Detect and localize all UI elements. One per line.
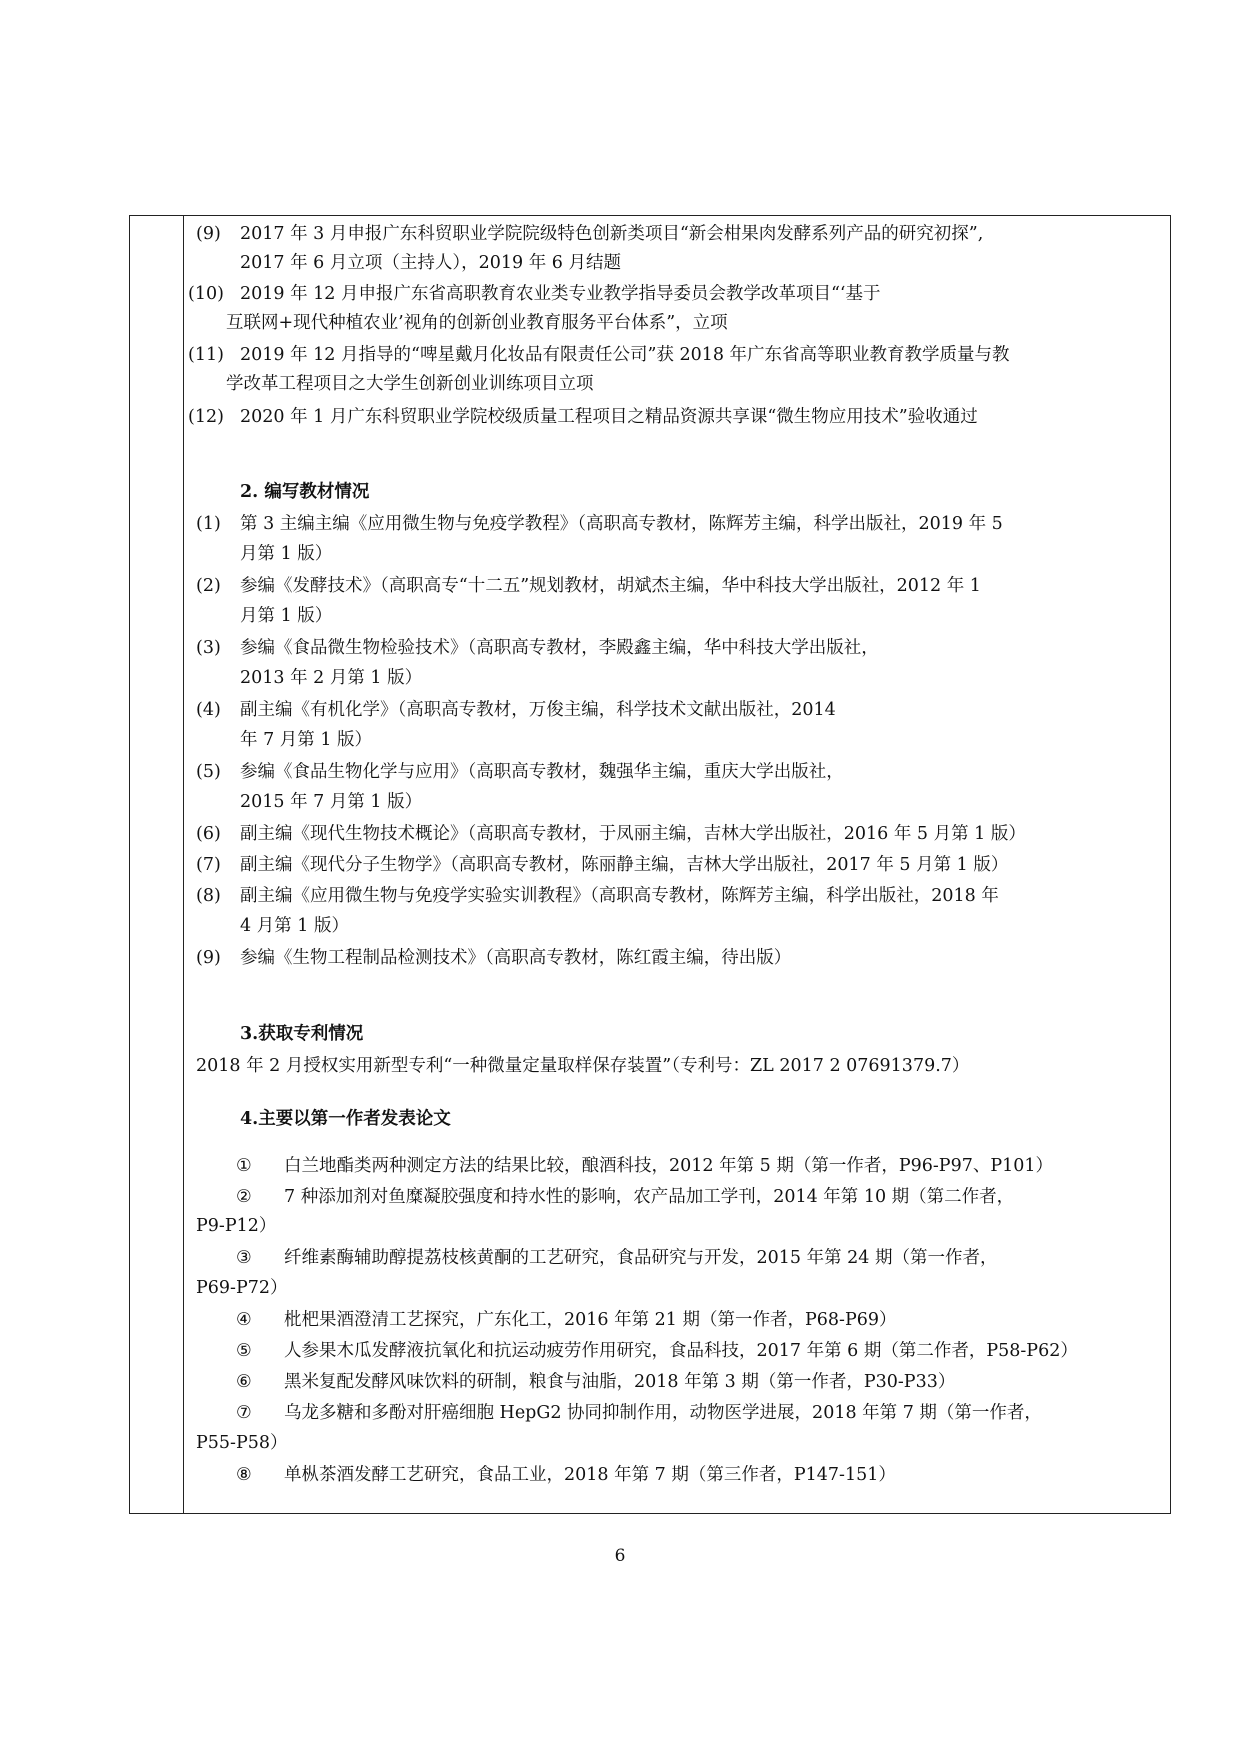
item-number: ② [236,1187,252,1207]
list-text: 2019 年 12 月指导的“啤星戴月化妆品有限责任公司”获 2018 年广东省高等职业教育教学质量与教 [240,345,1010,365]
list-text: 枇杷果酒澄清工艺探究，广东化工，2016 年第 21 期（第一作者，P68-P69） [284,1310,897,1330]
item-number: ⑥ [236,1372,252,1392]
list-text: 副主编《现代分子生物学》（高职高专教材，陈丽静主编，吉林大学出版社，2017 年 5 月第 1 版） [240,855,1009,875]
section-heading: 4.主要以第一作者发表论文 [240,1109,451,1129]
list-text: 副主编《应用微生物与免疫学实验实训教程》（高职高专教材，陈辉芳主编，科学出版社，2018 年 [240,886,999,906]
list-text: 参编《食品生物化学与应用》（高职高专教材，魏强华主编，重庆大学出版社， [240,762,844,782]
item-number: (11) [188,345,224,365]
list-text: 参编《生物工程制品检测技术》（高职高专教材，陈红霞主编，待出版） [240,948,792,968]
list-text: 学改革工程项目之大学生创新创业训练项目立项 [226,374,594,394]
list-text: 副主编《有机化学》（高职高专教材，万俊主编，科学技术文献出版社，2014 [240,700,836,720]
list-text: 第 3 主编主编《应用微生物与免疫学教程》（高职高专教材，陈辉芳主编，科学出版社，2019 年 5 [240,514,1003,534]
list-text: 2015 年 7 月第 1 版） [240,792,423,812]
list-text: 月第 1 版） [240,544,333,564]
item-number: (9) [196,948,221,968]
list-text: 2017 年 6 月立项（主持人），2019 年 6 月结题 [240,253,621,273]
item-number: (6) [196,824,221,844]
section-heading: 2. 编写教材情况 [240,482,370,502]
item-number: ① [236,1156,252,1176]
item-number: (7) [196,855,221,875]
item-number: (2) [196,576,221,596]
list-text: P9-P12） [196,1216,277,1236]
item-number: (10) [188,284,224,304]
item-number: (12) [188,407,224,427]
list-text: 2013 年 2 月第 1 版） [240,668,423,688]
list-text: 单枞茶酒发酵工艺研究，食品工业，2018 年第 7 期（第三作者，P147-151） [284,1465,896,1485]
list-text: 年 7 月第 1 版） [240,730,373,750]
item-number: (4) [196,700,221,720]
item-number: (9) [196,224,221,244]
list-text: P69-P72） [196,1278,288,1298]
item-number: ⑧ [236,1465,252,1485]
list-text: 2020 年 1 月广东科贸职业学院校级质量工程项目之精品资源共享课“微生物应用技术”验收通过 [240,407,978,427]
list-text: 白兰地酯类两种测定方法的结果比较，酿酒科技，2012 年第 5 期（第一作者，P96-P97、P101） [284,1156,1054,1176]
list-text: 2017 年 3 月申报广东科贸职业学院院级特色创新类项目“新会柑果肉发酵系列产品的研究初探”, [240,224,984,244]
item-number: (3) [196,638,221,658]
item-number: (5) [196,762,221,782]
list-text: 参编《食品微生物检验技术》（高职高专教材，李殿鑫主编，华中科技大学出版社， [240,638,879,658]
page-number: 6 [614,1546,626,1566]
list-text: 人参果木瓜发酵液抗氧化和抗运动疲劳作用研究，食品科技，2017 年第 6 期（第二作者，P58-P62） [284,1341,1078,1361]
item-number: (1) [196,514,221,534]
item-number: ⑦ [236,1403,252,1423]
item-number: ④ [236,1310,252,1330]
patent-text: 2018 年 2 月授权实用新型专利“一种微量定量取样保存装置”（专利号：ZL 2017 2 07691379.7） [196,1056,970,1076]
list-text: 月第 1 版） [240,606,333,626]
list-text: 乌龙多糖和多酚对肝癌细胞 HepG2 协同抑制作用，动物医学进展，2018 年第 7 期（第一作者， [284,1403,1042,1423]
column-divider [183,215,184,1514]
list-item [196,222,221,246]
list-text: 参编《发酵技术》（高职高专“十二五”规划教材，胡斌杰主编，华中科技大学出版社，2012 年 1 [240,576,981,596]
item-number: (8) [196,886,221,906]
list-text: 互联网+现代种植农业’视角的创新创业教育服务平台体系”，立项 [226,313,728,333]
list-text: 7 种添加剂对鱼糜凝胶强度和持水性的影响，农产品加工学刊，2014 年第 10 期（第二作者， [284,1187,1015,1207]
list-text: 纤维素酶辅助醇提荔枝核黄酮的工艺研究，食品研究与开发，2015 年第 24 期（第一作者， [284,1248,998,1268]
section-heading: 3.获取专利情况 [240,1024,364,1044]
list-text: 4 月第 1 版） [240,916,349,936]
list-text: 副主编《现代生物技术概论》（高职高专教材，于凤丽主编，吉林大学出版社，2016 年 5 月第 1 版） [240,824,1026,844]
item-number: ③ [236,1248,252,1268]
list-text: 2019 年 12 月申报广东省高职教育农业类专业教学指导委员会教学改革项目“‘基于 [240,284,881,304]
list-text: P55-P58） [196,1433,288,1453]
item-number: ⑤ [236,1341,252,1361]
list-text: 黑米复配发酵风味饮料的研制，粮食与油脂，2018 年第 3 期（第一作者，P30-P33） [284,1372,956,1392]
